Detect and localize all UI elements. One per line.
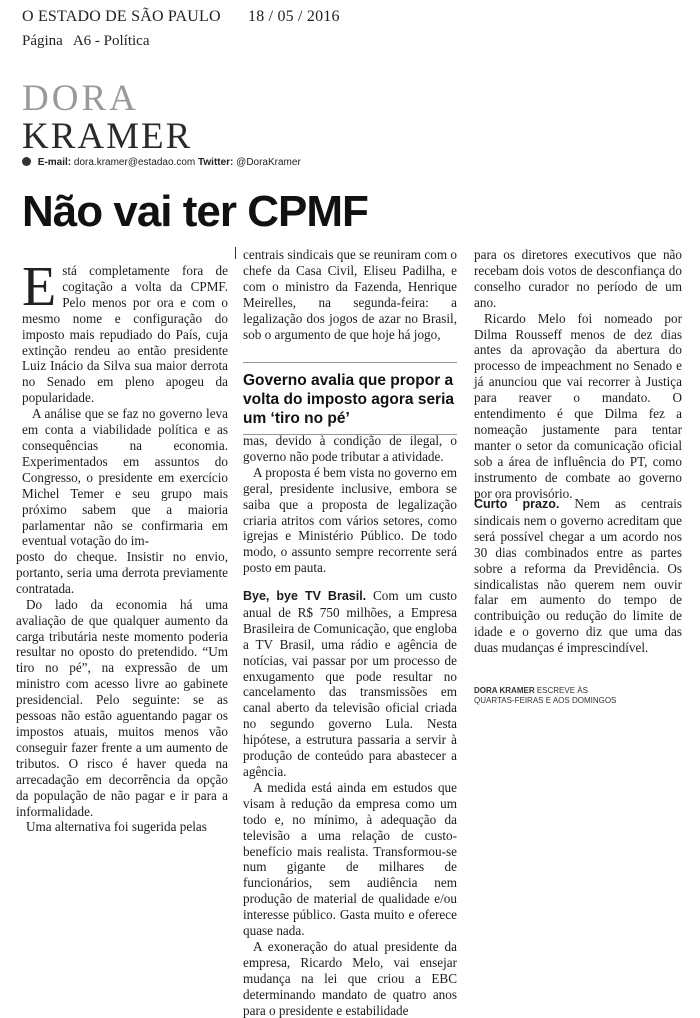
email-address: dora.kramer@estadao.com	[73, 157, 196, 168]
column-1-bottom	[16, 549, 228, 835]
paragraph: para os diretores executivos que não recebam dois votos de desconfiança do conselho curador no período de um ano.	[474, 247, 682, 310]
paragraph-text: Com um custo anual de R$ 750 milhões, a Empresa Brasileira de Comunicação, que engloba a TV Brasil, uma rádio e agência de notícias, vai passar por um processo de enxugamento que pode resultar no cancelamento das transmissões em canal aberto da televisão oficial criada no segundo governo Lula. Nesta hipótese, a estrutura passaria a servir à produção de conteúdo para abastecer a agência.	[243, 588, 457, 779]
page-reference	[22, 33, 149, 50]
drop-cap: E	[22, 256, 57, 318]
twitter-handle: @DoraKramer	[236, 157, 301, 168]
paragraph	[22, 256, 228, 406]
paragraph: Uma alternativa foi sugerida pelas	[26, 819, 207, 835]
paragraph-text: stá completamente fora de cogitação a volta da CPMF. Pelo menos por ora e com o mesmo nome e configuração do imposto mais repudiado do País, cuja extinção rendeu ao então presidente Luiz Inácio da Silva sua maior derrota no Senado em pleno apogeu da popularidade.	[22, 263, 228, 406]
column-2-top	[243, 247, 457, 342]
column-divider	[235, 247, 236, 259]
columnist-last-name: KRAMER	[22, 116, 193, 157]
section-lead-tv-brasil: Bye, bye TV Brasil.	[243, 589, 367, 603]
column-2-middle	[243, 433, 457, 576]
page-section: A6 - Política	[72, 33, 150, 49]
paragraph: A proposta é bem vista no governo em geral, presidente inclusive, embora se saiba que a proposta de legalização criaria atritos com vários setores, como igrejas e Ministério Público. De todo modo, o assunto sempre recorrente será posto em pauta.	[243, 464, 457, 576]
paragraph: Do lado da economia há uma avaliação de que qualquer aumento da carga tributária neste momento poderia resultar no oposto do pretendido. “Um tiro no pé”, na expressão de um ministro com acesso livre ao gabinete presidencial. Pelo seguinte: se as pessoas não estão aguentando pagar os impostos atuais, muitos menos vão conseguir fazer frente a um aumento de tributos. O risco é haver queda na arrecadação em decorrência da opção da população de não pagar e ir para a informalidade.	[16, 596, 228, 819]
column-1-top	[22, 256, 228, 549]
publication-header	[22, 8, 340, 26]
columnist-contact	[22, 157, 301, 168]
section-lead-curto-prazo: Curto prazo.	[474, 497, 560, 511]
twitter-label: Twitter:	[198, 157, 234, 168]
column-2-bottom	[243, 588, 457, 1018]
paragraph: A análise que se faz no governo leva em conta a viabilidade política e as consequências na economia. Experimentados em assuntos do Congresso, o presidente em exercício Michel Temer e seu grupo mais próximo sabem que a maioria parlamentar não se confirmaria em eventual votação do im-	[22, 406, 228, 549]
column-3-top	[474, 247, 682, 502]
signature-line-2: QUARTAS-FEIRAS E AOS DOMINGOS	[474, 696, 617, 705]
paragraph: centrais sindicais que se reuniram com o chefe da Casa Civil, Eliseu Padilha, e com o ministro da Fazenda, Henrique Meirelles, na segunda-feira: a legalização dos jogos de azar no Brasil, sob o argumento de que hoje há jogo,	[243, 247, 457, 342]
paragraph	[243, 588, 457, 780]
paragraph-text: Nem as centrais sindicais nem o governo acreditam que será possível chegar a um acordo nos 30 dias combinados entre as partes sobre a reforma da Previdência. Os sindicalistas não querem nem ouvir falar em aumento do tempo de contribuição ou redução do limite de idade e o governo diz que uma das duas mudanças é imprescindível.	[474, 496, 682, 656]
paragraph: A exoneração do atual presidente da empresa, Ricardo Melo, vai ensejar mudança na lei que criou a EBC determinando mandato de quatro anos para o presidente e estabilidade	[243, 938, 457, 1018]
signature-line-1: ESCREVE ÀS	[536, 686, 588, 695]
pull-quote: Governo avalia que propor a volta do imposto agora seria um ‘tiro no pé’	[243, 362, 457, 435]
column-3-bottom	[474, 496, 682, 656]
columnist-first-name: DORA	[22, 78, 139, 119]
paragraph: Ricardo Melo foi nomeado por Dilma Rousseff menos de dez dias antes da aprovação da abertura do processo de impeachment no Senado e já anunciou que vai recorrer à Justiça para reaver o mandato. O entendimento é que Dilma fez a nomeação justamente para tentar manter o setor da comunicação oficial sob a área de influência do PT, como instrumento de combate ao governo por ora provisório.	[474, 310, 682, 501]
paragraph: A medida está ainda em estudos que visam à redução da empresa como um todo e, no mínimo, à adequação da televisão a uma relação de custo-benefício mais realista. Transformou-se num gigante de milhares de funcionários, sem audiência nem produção de material de qualidade e/ou interesse público. Gasta muito e oferece quase nada.	[243, 779, 457, 939]
columnist-signature	[474, 686, 616, 706]
page-label: Página	[22, 33, 63, 49]
email-label: E-mail:	[37, 157, 72, 168]
email-bullet-icon	[22, 157, 31, 166]
paragraph: posto do cheque. Insistir no envio, portanto, seria uma derrota previamente contratada.	[16, 549, 228, 596]
article-headline: Não vai ter CPMF	[22, 187, 368, 236]
paragraph	[474, 496, 682, 656]
signature-name: DORA KRAMER	[474, 686, 535, 695]
paragraph: mas, devido à condição de ilegal, o governo não pode tributar a atividade.	[243, 433, 457, 464]
publication-name: O ESTADO DE SÃO PAULO	[22, 8, 221, 25]
publication-date: 18 / 05 / 2016	[248, 8, 340, 25]
